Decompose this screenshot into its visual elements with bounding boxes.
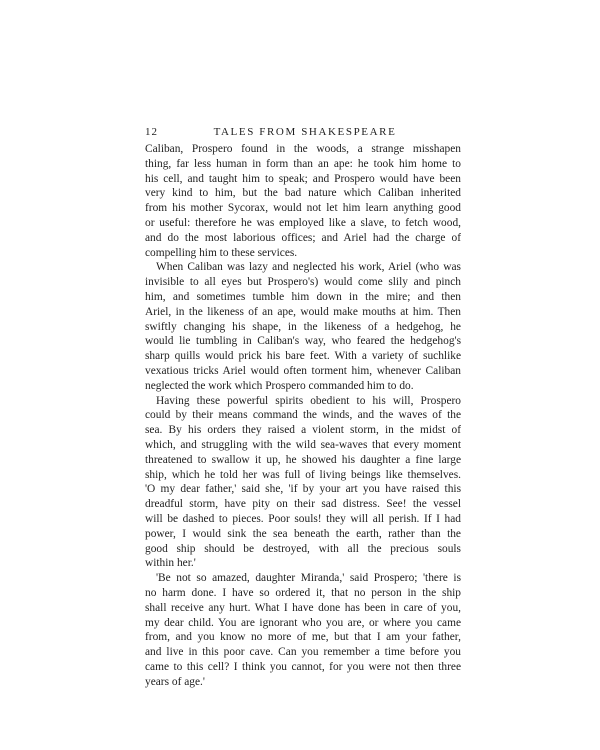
text-line: sea. By his orders they raised a violent storm, in the midst of <box>145 424 461 437</box>
text-line: no harm done. I have so ordered it, that no person in the ship <box>145 586 461 599</box>
text-line: good ship should be destroyed, with all the precious souls <box>145 542 461 555</box>
text-line: ship, which he told her was full of living beings like themselves. <box>145 468 461 481</box>
text-line: within her.' <box>145 557 196 570</box>
text-line: will be dashed to pieces. Poor souls! they will all perish. If I had <box>145 512 461 525</box>
body-text <box>145 142 461 689</box>
text-line: neglected the work which Prospero commanded him to do. <box>145 379 414 392</box>
running-head <box>145 124 465 140</box>
text-line: invisible to all eyes but Prospero's) would come slily and pinch <box>145 276 461 289</box>
text-line: very kind to him, but the bad nature which Caliban inherited <box>145 187 461 200</box>
text-line: threatened to swallow it up, he showed his daughter a fine large <box>145 453 461 466</box>
text-line: and do the most laborious offices; and Ariel had the charge of <box>145 231 461 244</box>
text-line: which, and struggling with the wild sea-waves that every moment <box>145 438 461 451</box>
text-line: or useful: therefore he was employed like a slave, to fetch wood, <box>145 216 461 229</box>
text-line: and live in this poor cave. Can you remember a time before you <box>145 646 461 659</box>
text-line: power, I would sink the sea beneath the earth, rather than the <box>145 527 461 540</box>
text-line: Caliban, Prospero found in the woods, a strange misshapen <box>145 143 461 155</box>
text-line: came to this cell? I think you cannot, for you were not then three <box>145 660 461 673</box>
text-line: from, and you know no more of me, but that I am your father, <box>145 631 461 644</box>
text-line: shall receive any hurt. What I have done has been in care of you, <box>145 601 461 614</box>
paragraph-first-line: Having these powerful spirits obedient to his will, Prospero <box>156 394 461 407</box>
text-line: vexatious tricks Ariel would often torment him, whenever Caliban <box>145 364 461 377</box>
text-line: sharp quills would prick his bare feet. With a variety of suchlike <box>145 350 461 363</box>
text-line: years of age.' <box>145 675 205 688</box>
text-line: from his mother Sycorax, would not let him learn anything good <box>145 202 461 215</box>
text-line: thing, far less human in form than an ape: he took him home to <box>145 157 461 170</box>
text-line: his cell, and taught him to speak; and Prospero would have been <box>145 172 461 185</box>
text-line: dreadful storm, have pity on their sad distress. See! the vessel <box>145 498 461 511</box>
text-line: could by their means command the winds, and the waves of the <box>145 409 461 422</box>
paragraph-first-line: 'Be not so amazed, daughter Miranda,' said Prospero; 'there is <box>156 572 461 585</box>
page-number: 12 <box>145 126 158 138</box>
text-line: swiftly changing his shape, in the likeness of a hedgehog, he <box>145 320 461 333</box>
text-line: would lie tumbling in Caliban's way, who feared the hedgehog's <box>145 335 461 348</box>
running-title: TALES FROM SHAKESPEARE <box>213 126 397 138</box>
paragraph-first-line: When Caliban was lazy and neglected his work, Ariel (who was <box>156 261 461 274</box>
text-line: my dear child. You are ignorant who you are, or where you came <box>145 616 461 629</box>
text-line: Ariel, in the likeness of an ape, would make mouths at him. Then <box>145 305 461 318</box>
text-line: compelling him to these services. <box>145 246 298 259</box>
text-line: 'O my dear father,' said she, 'if by your art you have raised this <box>145 483 461 496</box>
text-line: him, and sometimes tumble him down in the mire; and then <box>145 290 461 303</box>
